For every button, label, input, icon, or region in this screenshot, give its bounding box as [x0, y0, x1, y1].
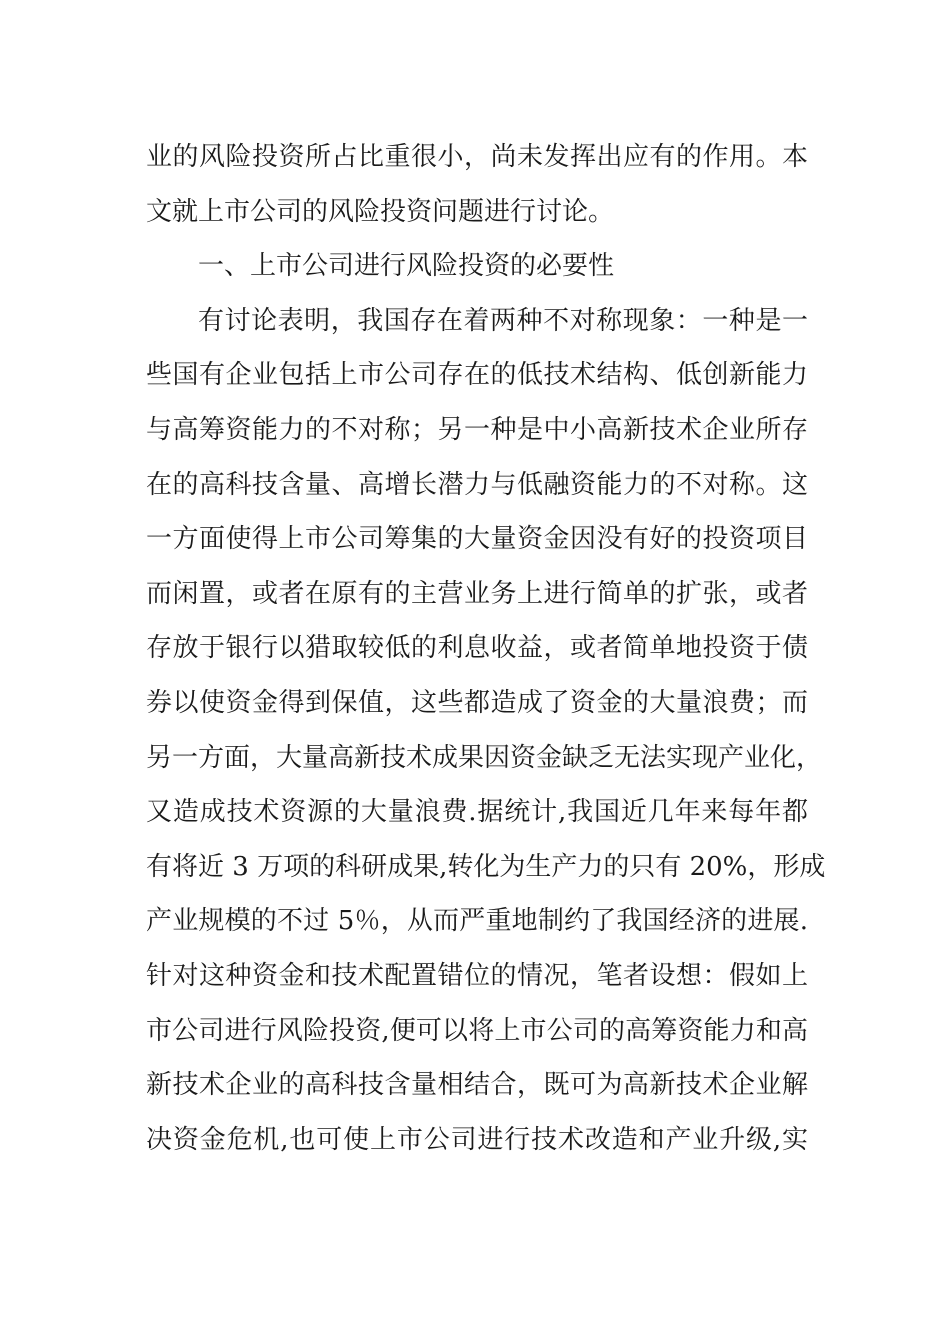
text-line: 些国有企业包括上市公司存在的低技术结构、低创新能力: [146, 360, 808, 391]
text-line: 文就上市公司的风险投资问题进行讨论。: [146, 196, 615, 227]
paragraph-first-line: 有讨论表明，我国存在着两种不对称现象：一种是一: [198, 305, 808, 336]
text-line: 而闲置，或者在原有的主营业务上进行简单的扩张，或者: [146, 578, 808, 609]
text-line: 券以使资金得到保值，这些都造成了资金的大量浪费；而: [146, 687, 808, 718]
text-line: 针对这种资金和技术配置错位的情况，笔者设想：假如上: [146, 960, 808, 991]
body-text: [146, 130, 826, 1167]
text-line: 新技术企业的高科技含量相结合，既可为高新技术企业解: [146, 1070, 808, 1101]
text-line: 存放于银行以猎取较低的利息收益，或者简单地投资于债: [146, 633, 808, 664]
text-line: 业的风险投资所占比重很小，尚未发挥出应有的作用。本: [146, 142, 808, 172]
text-line: 决资金危机,也可使上市公司进行技术改造和产业升级,实: [146, 1124, 808, 1155]
text-line: 另一方面，大量高新技术成果因资金缺乏无法实现产业化，: [146, 742, 823, 773]
text-line: 在的高科技含量、高增长潜力与低融资能力的不对称。这: [146, 469, 808, 500]
text-line: 产业规模的不过 5％，从而严重地制约了我国经济的进展.: [146, 906, 808, 937]
section-heading: 一、上市公司进行风险投资的必要性: [198, 251, 615, 282]
text-line: 又造成技术资源的大量浪费.据统计,我国近几年来每年都: [146, 797, 808, 828]
text-line: 与高筹资能力的不对称；另一种是中小高新技术企业所存: [146, 414, 808, 445]
text-line: 市公司进行风险投资,便可以将上市公司的高筹资能力和高: [146, 1015, 808, 1046]
text-line: 有将近 3 万项的科研成果,转化为生产力的只有 20%，形成: [146, 851, 826, 882]
text-line: 一方面使得上市公司筹集的大量资金因没有好的投资项目: [146, 524, 808, 555]
